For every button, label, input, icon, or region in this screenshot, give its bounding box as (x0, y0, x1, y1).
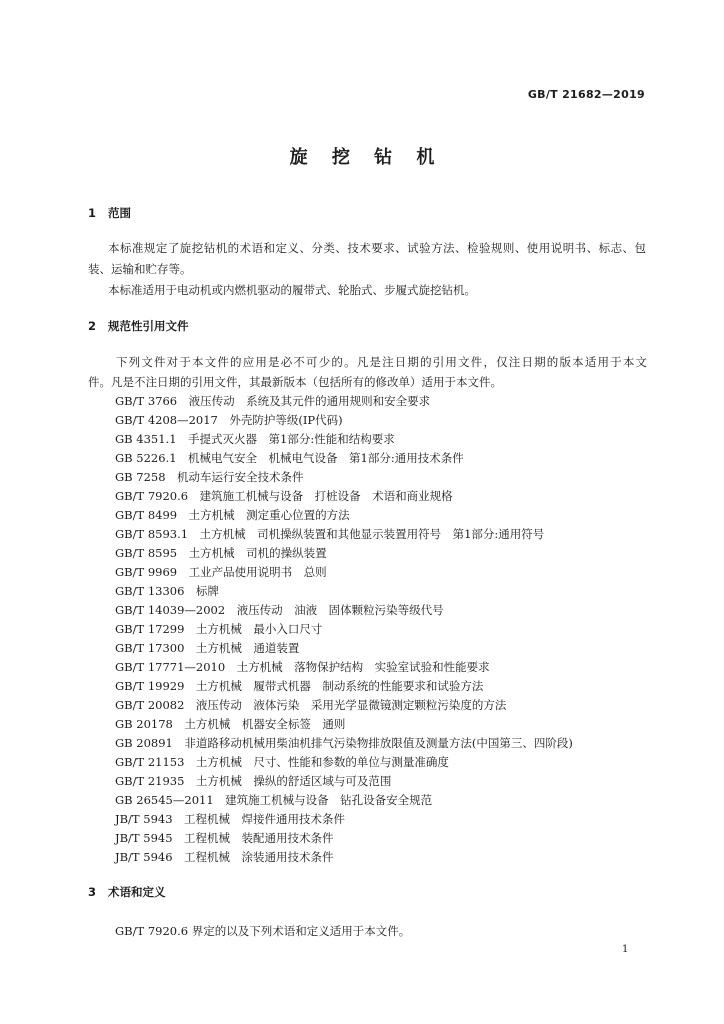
paragraph-line: 本标准规定了旋挖钻机的术语和定义、分类、技术要求、试验方法、检验规则、使用说明书、标志、包 (108, 241, 646, 255)
reference-item: GB/T 17771—2010 土方机械 落物保护结构 实验室试验和性能要求 (115, 660, 490, 674)
section-number: 2 (88, 319, 97, 333)
page-number: 1 (622, 944, 629, 955)
reference-item: GB/T 17299 土方机械 最小入口尺寸 (115, 622, 323, 636)
reference-item: GB/T 4208—2017 外壳防护等级(IP代码) (115, 413, 343, 427)
reference-item: JB/T 5946 工程机械 涂装通用技术条件 (115, 850, 334, 864)
reference-item: GB/T 9969 工业产品使用说明书 总则 (115, 565, 327, 579)
section-heading-text: 范围 (108, 206, 131, 220)
paragraph-line: GB/T 7920.6 界定的以及下列术语和定义适用于本文件。 (115, 924, 411, 938)
standard-number: GB/T 21682—2019 (527, 88, 645, 101)
paragraph-line: 本标准适用于电动机或内燃机驱动的履带式、轮胎式、步履式旋挖钻机。 (108, 283, 476, 297)
paragraph-line: 下列文件对于本文件的应用是必不可少的。凡是注日期的引用文件，仅注日期的版本适用于本文 (116, 355, 647, 369)
paragraph-line: 装、运输和贮存等。 (88, 262, 192, 276)
reference-item: GB/T 21153 土方机械 尺寸、性能和参数的单位与测量准确度 (115, 755, 449, 769)
section-heading-text: 术语和定义 (108, 885, 166, 899)
reference-item: GB/T 8499 土方机械 测定重心位置的方法 (115, 508, 350, 522)
reference-item: GB 7258 机动车运行安全技术条件 (115, 470, 304, 484)
reference-list (115, 392, 675, 867)
reference-item: GB 4351.1 手提式灭火器 第1部分:性能和结构要求 (115, 432, 395, 446)
reference-item: JB/T 5945 工程机械 装配通用技术条件 (115, 831, 334, 845)
reference-item: GB/T 19929 土方机械 履带式机器 制动系统的性能要求和试验方法 (115, 679, 484, 693)
reference-item: GB/T 17300 土方机械 通道装置 (115, 641, 300, 655)
reference-item: GB/T 8595 土方机械 司机的操纵装置 (115, 546, 327, 560)
paragraph-line: 件。凡是不注日期的引用文件，其最新版本（包括所有的修改单）适用于本文件。 (88, 375, 502, 389)
document-title: 旋 挖 钻 机 (289, 147, 444, 168)
section-number: 3 (88, 885, 97, 899)
section-3-heading (88, 884, 166, 900)
reference-item: GB/T 21935 土方机械 操纵的舒适区域与可及范围 (115, 774, 392, 788)
reference-item: JB/T 5943 工程机械 焊接件通用技术条件 (115, 812, 346, 826)
reference-item: GB 20891 非道路移动机械用柴油机排气污染物排放限值及测量方法(中国第三、四阶段) (115, 736, 573, 750)
section-2-heading (88, 318, 189, 334)
reference-item: GB 26545—2011 建筑施工机械与设备 钻孔设备安全规范 (115, 793, 433, 807)
reference-item: GB 5226.1 机械电气安全 机械电气设备 第1部分:通用技术条件 (115, 451, 464, 465)
reference-item: GB/T 14039—2002 液压传动 油液 固体颗粒污染等级代号 (115, 603, 444, 617)
reference-item: GB/T 8593.1 土方机械 司机操纵装置和其他显示装置用符号 第1部分:通用符号 (115, 527, 545, 541)
reference-item: GB/T 13306 标牌 (115, 584, 219, 598)
section-1-heading (88, 205, 131, 221)
section-heading-text: 规范性引用文件 (108, 319, 189, 333)
reference-item: GB/T 3766 液压传动 系统及其元件的通用规则和安全要求 (115, 394, 431, 408)
reference-item: GB/T 20082 液压传动 液体污染 采用光学显微镜测定颗粒污染度的方法 (115, 698, 507, 712)
reference-item: GB/T 7920.6 建筑施工机械与设备 打桩设备 术语和商业规格 (115, 489, 453, 503)
section-number: 1 (88, 206, 97, 220)
reference-item: GB 20178 土方机械 机器安全标签 通则 (115, 717, 346, 731)
